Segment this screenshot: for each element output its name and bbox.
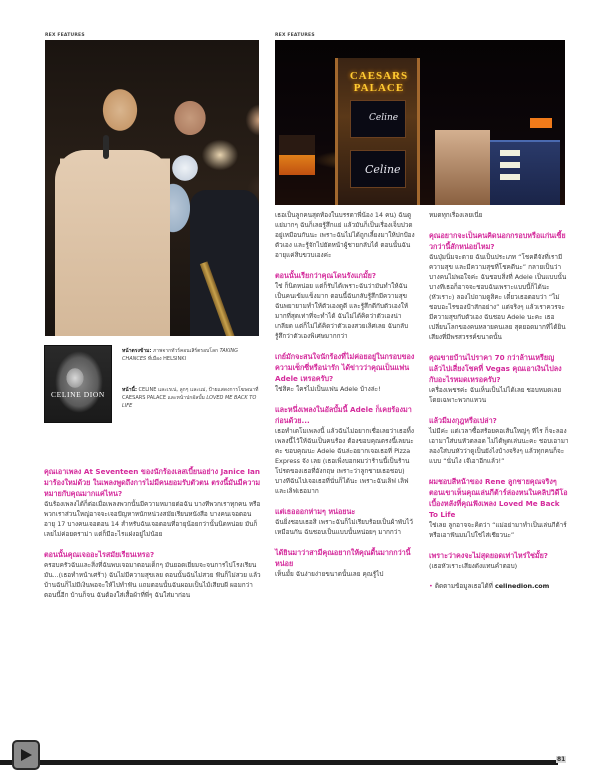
caption-italic: LOVED ME BACK TO LIFE: [122, 395, 257, 409]
caption-opposite-page: [122, 347, 262, 363]
interview-answer: ใช่เลย ลูกอาจจะคิดว่า “แม่อย่ามาทำเป็นเล่นกีต้าร์หรือเอาฟันมมไปใช่ไส่เชียวนะ”: [429, 521, 567, 539]
bullet-icon: •: [429, 582, 433, 590]
interview-answer: ใช่ ก็นิดหน่อย แต่ก็รับได้เพราะฉันว่ามันทำให้ฉันเป็นคนเข้มแข็งมาก ตอนนี้ฉันกลับรู้สึกมีความสุข ฉันพยายามทำให้ตัวเองดูดี และรู้สึกดีกับตัวเองให้มากที่สุดเท่าที่จะทำได้ ฉันไม่ได้คิดว่าตัวเองน่าเกลียด แต่ก็ไม่ได้คิดว่าตัวเองสวยเลิศเลย ฉันกลับรู้สึกว่าตัวเองพิเศษมากกว่า: [275, 282, 409, 340]
album-title: CELINE DION: [51, 390, 105, 399]
interview-answer: เห็นมั้ย ฉันง่ายง่ายขนาดนั้นเลย คุณรู้ไป: [275, 570, 384, 578]
interview-question: คุณอยากจะเป็นคนคิดนอกกรอบหรือแก่นเซี้ยวกว่านี้สักหน่อยไหม?: [429, 231, 566, 251]
billboard-script: Celine: [369, 113, 399, 123]
window-lights-shape: [500, 150, 520, 156]
caption-text: CELINE และเรเน่, ลูกๆ และแม่, ป้ายแสดงการโฆษณาที่ CAESARS PALACE และหน้าปกอัลบั้ม: [122, 387, 259, 401]
photo-credit-left: REX FEATURES: [45, 33, 85, 38]
orange-sign-shape: [530, 118, 552, 128]
family-photo: [45, 40, 259, 336]
interview-answer: ครอบครัวฉันและสิ่งที่ฉันพบเจอมาตอนเด็กๆ มันยอดเยี่ยมจะจนการไปโรงเรียนมัน...(เธอทำหน้าเศร้า) ฉันไม่มีความสุขเลย ตอนนั้นฉันไม่สวย ฟันก็ไม่สวย แล้วบ้านฉันก็ไม่มีเงินพอจะให้ไปทำฟัน แถมตอนนั้นฉันผอมเป็นไม้เสียบผี ผอมกว่าตอนนี้อีก บ้านก็จน ฉันต้องใส่เสื้อผ้าที่พี่ๆ ฉันใส่มาก่อน: [44, 561, 261, 599]
caption-italic: TAKING CHANCES: [122, 348, 239, 362]
interview-question: คุณขายบ้านไปราคา 70 กว่าล้านเหรียญ แล้วไปเสี่ยงโชคที่ Vegas คุณเอาเงินไปลงกับอะไรหมดเหรอครับ?: [429, 353, 562, 384]
qa-block: [429, 415, 569, 466]
album-cover: [44, 345, 112, 423]
qa-block: [429, 210, 569, 220]
photo-coat-shape: [55, 150, 170, 336]
play-button[interactable]: [12, 740, 40, 770]
interview-answer: หมดทุกเรื่องเลยเนี่ย: [429, 211, 483, 219]
qa-block: [429, 550, 569, 571]
caption-text: ภาพจากทัวร์คอนเสิร์ตรอบโลก: [151, 348, 220, 354]
qa-block: [429, 476, 569, 540]
qa-block: [275, 506, 415, 537]
play-icon: [19, 748, 33, 762]
page-number: 81: [557, 756, 566, 763]
footer-note-text: ติดตามข้อมูลเธอได้ที่: [432, 582, 495, 590]
qa-block: [275, 547, 415, 579]
qa-block: [275, 351, 415, 394]
interview-answer: ฉันร้องเพลงได้ก็ต่อเมื่อเพลงพวกนั้นมีความหมายต่อฉัน บางทีพวกเราทุกคน หรือพวกเราส่วนใหญ่อาจจะเจอปัญหาหนักหน่วงสมัยเรียนหนังสือ บางคนเจอตอนอายุ 17 บางคนเจอตอน 14 สำหรับฉันเจอตอนที่อายุน้อยกว่านั้นนิดหน่อย มันก็เลยไม่ค่อยดราม่า แต่ก็มีอะไรแฝงอยู่ไม่น้อย: [44, 500, 261, 538]
photo-credit-right: REX FEATURES: [275, 33, 315, 38]
interview-question: และหนึ่งเพลงในอัลบั้มนี้ Adele ก็เคยร้องมาก่อนด้วย...: [275, 405, 412, 425]
interview-answer: เธอทำเดโมเพลงนี้ แล้วฉันไม่อยากเชื่อเลยว่าเธอทิ้งเพลงนี้ไว้ให้ฉันเป็นคนร้อง ต้องขอบคุณตรงนี้เลยนะคะ ขอบคุณนะ Adele ฉันล่ะอยากเจอเธอที่ Pizza Express จัง เลย (เธอเพิ่งบอกผมว่าร้านนี้เป็นร้านโปรดของเธอที่อังกฤษ เพราะว่าลูกชายเธอชอบ) บางทีฉันไปเจอเธอที่นั่นก็ได้นะ เพราะฉันเลิฟ เลิฟ และเลิฟเธอมาก: [275, 427, 414, 495]
caption-label: หน้าตรงข้าม:: [122, 348, 152, 354]
qa-block: [44, 549, 262, 600]
website-link[interactable]: celinedion.com: [494, 582, 550, 590]
footer-bar: [0, 760, 558, 765]
interview-answer: ใช่สิคะ ใครไม่เป็นแฟน Adele บ้างล่ะ!: [275, 385, 381, 393]
interview-question: ตอนนั้นคุณเจออะไรสมัยเรียนเหรอ?: [44, 550, 155, 559]
article-column-2: [275, 210, 415, 589]
qa-block: [275, 404, 415, 496]
caption-label: หน้านี้:: [122, 387, 137, 393]
interview-question: แต่เธอออกห่ามๆ หน่อยนะ: [275, 507, 356, 516]
building-shape: [435, 130, 490, 205]
interview-question: ผมชอบสีหน้าของ Rene ลูกชายคุณจริงๆ ตอนเขาเห็นคุณเล่นกีต้าร์ล่องหนในคลิปวิดีโอเบื้องหลังที่คุณฟังเพลง Loved Me Back To Life: [429, 477, 568, 519]
qa-block: [429, 230, 569, 342]
interview-answer: ฉันยิ่งชอบเธอสิ เพราะฉันก็ไม่เรียบร้อยเป็นผ้าพับไว้เหมือนกัน ฉันชอบเป็นแบบนั้นหน่อยๆ มากกว่า: [275, 518, 413, 536]
interview-question: เกย์มักจะสนใจนักร้องที่ไม่ค่อยอยู่ในกรอบของความเซ็กซี่หรือน่ารัก ได้ข่าวว่าคุณเป็นแฟน Adele เหรอครับ?: [275, 352, 415, 383]
interview-question: แล้วมีมงกุฎหรือเปล่า?: [429, 416, 497, 425]
interview-answer: ฉันปุ่มนิ่มจะตาย ฉันเป็นประเภท “โชคดีจังที่เรามีความสุข และมีความสุขที่โชคดีนะ” กลายเป็นว่าบางคนไม่พอใจค่ะ ฉันชอบสิ่งที่ Adele เป็นแบบนั้น บางทีเธอก็อาจจะชอบฉันเพราะแบบนี้ก็ได้นะ (หัวเราะ) ลองไปถามดูสิคะ เดี๋ยวเธอตอบว่า “ไม่ชอบอะไรของป้าสักอย่าง” แต่จริงๆ แล้วเราควรจะมีความสุขกับตัวเอง ฉันชอบ Adele นะคะ เธอเปลี่ยนโลกของคนหลายคนเลย สุดยอดมากที่ได้ยินเสียงที่มีพรสวรรค์ขนาดนั้น: [429, 253, 567, 341]
interview-question: ตอนนั้นเรียกว่าคุณโดนรังแกมั้ย?: [275, 271, 377, 280]
interview-question: คุณเอาเพลง At Seventeen ของนักร้องเลสเบี้ยนอย่าง Janice Ian มาร้องใหม่ด้วย ในเพลงพูดถึงการไม่มีคนยอมรับตัวตน ตรงนี้มันมีความหมายกับคุณมากแค่ไหน?: [44, 467, 261, 498]
interview-question: เพราะว่าคงจะไม่สุดยอดเท่าไหร่ใช่มั้ย?: [429, 551, 548, 560]
qa-block: [44, 466, 262, 539]
caption-text: ที่เมือง HELSINKI: [146, 356, 187, 362]
qa-block: [275, 270, 415, 341]
article-column-3: [429, 210, 569, 601]
billboard-screen-bottom: [350, 150, 406, 188]
billboard-screen-top: [350, 100, 406, 138]
interview-question: ได้ยินมาว่าสามีคุณอยากให้คุณดื้นมากกว่านี้หน่อย: [275, 548, 411, 568]
interview-answer: (เธอหัวเราะเสียงดังแทนคำตอบ): [429, 562, 518, 570]
qa-block: [275, 210, 415, 260]
article-column-1: [44, 466, 262, 610]
qa-block: [429, 352, 569, 405]
mirage-sign-shape: [279, 135, 315, 175]
billboard-script-2: Celine: [365, 163, 401, 176]
interview-answer: เครื่องเพชรค่ะ ฉันเห็นเป็นไม่ได้เลย ชอบหมดเลย โดยเฉพาะพวกแหวน: [429, 386, 562, 404]
footer-note: [429, 581, 569, 591]
microphone-shape: [103, 135, 109, 159]
caption-this-page: [122, 386, 262, 410]
interview-answer: ไม่มีค่ะ แต่เวลาซื้อสร้อยคอเส้นใหญ่ๆ ทีไร ก็จะลองเอามาใส่บนหัวตลอด ไม่ได้พูดเล่นนะคะ ชอบเอามาลองใส่บนหัวว่าดูเป็นยังไงบ้างจริงๆ แล้วทุกคนก็จะแบบ “นั่นไง เจ๊เอาอีกแล้ว!”: [429, 427, 569, 465]
interview-answer: เธอเป็นลูกคนสุดท้องในบรรดาพี่น้อง 14 คน) ฉันดูแย่มากๆ ฉันก็เลยรู้สึกแย่ แล้วมันก็เป็นเรื่องเจ็บปวดอยู่เหมือนกันนะ เพราะฉันไม่ได้ถูกเลี้ยงมาให้ปกป้องตัวเอง และรู้จักไปยัดหน้าผู้ชายกลับได้ ตอนนั้นฉันอายุแค่สิบขวบเองค่ะ: [275, 211, 415, 259]
caesars-palace-sign: CAESARS PALACE: [349, 70, 409, 94]
vegas-photo: [275, 40, 565, 205]
